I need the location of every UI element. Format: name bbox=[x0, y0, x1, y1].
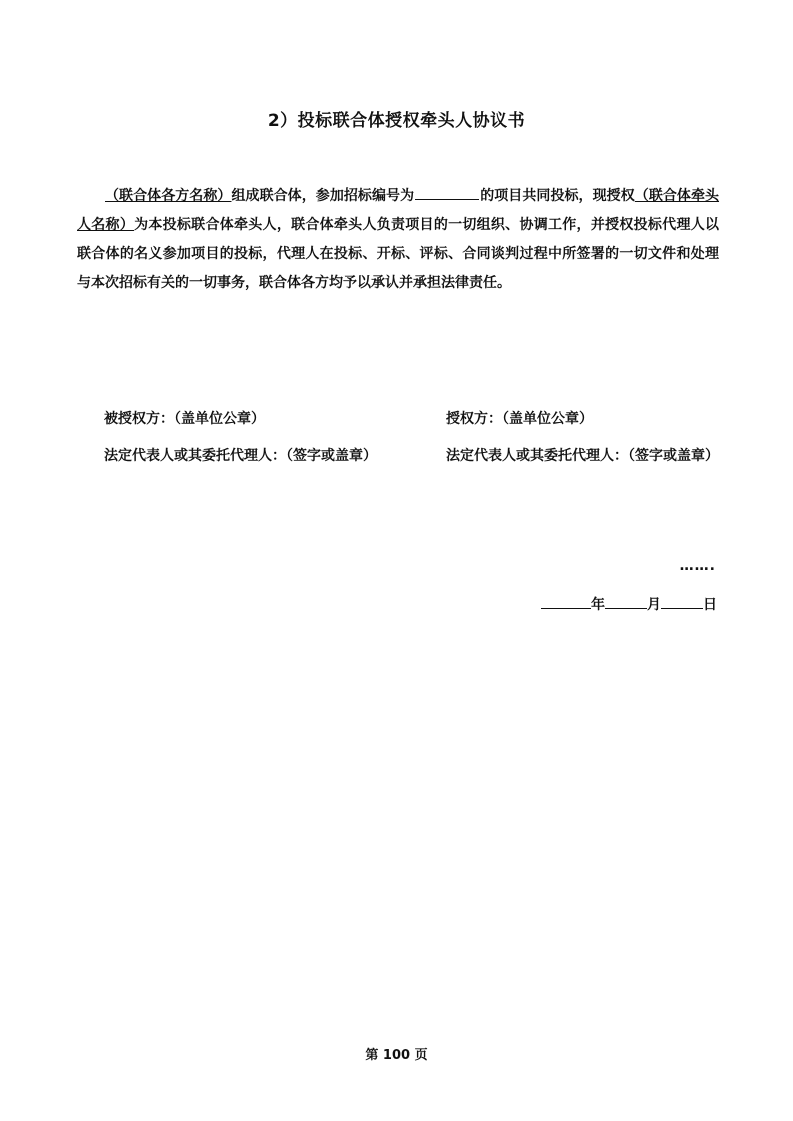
authorizing-rep-label: 法定代表人或其委托代理人：（签字或盖章） bbox=[446, 448, 719, 464]
tender-number-blank bbox=[415, 185, 479, 200]
authorizing-party-label: 授权方：（盖单位公章） bbox=[446, 411, 593, 427]
year-label: 年 bbox=[591, 597, 605, 613]
page-number: 第 100 页 bbox=[365, 1048, 428, 1063]
members-placeholder: （联合体各方名称） bbox=[105, 188, 232, 204]
month-label: 月 bbox=[647, 597, 661, 613]
paragraph-text-2: 的项目共同投标，现授权 bbox=[480, 188, 635, 204]
lead-placeholder: （联合体牵头人名称） bbox=[77, 188, 720, 233]
ellipsis: ……. bbox=[679, 558, 716, 574]
authorized-rep-label: 法定代表人或其委托代理人：（签字或盖章） bbox=[104, 448, 377, 464]
authorized-party-label: 被授权方：（盖单位公章） bbox=[104, 411, 265, 427]
day-blank bbox=[661, 594, 703, 609]
agreement-paragraph bbox=[77, 182, 719, 298]
date-line bbox=[541, 594, 717, 614]
paragraph-text-1: 组成联合体，参加招标编号为 bbox=[231, 188, 415, 204]
month-blank bbox=[605, 594, 647, 609]
paragraph-text-3: 为本投标联合体牵头人，联合体牵头人负责项目的一切组织、协调工作，并授权投标代理人以联合体的名义参加项目的投标，代理人在投标、开标、评标、合同谈判过程中所签署的一切文件和处理与本次招标有关的一切事务，联合体各方均予以承认并承担法律责任。 bbox=[77, 217, 720, 291]
year-blank bbox=[541, 594, 591, 609]
day-label: 日 bbox=[703, 597, 717, 613]
document-title: 2）投标联合体授权牵头人协议书 bbox=[267, 111, 526, 131]
